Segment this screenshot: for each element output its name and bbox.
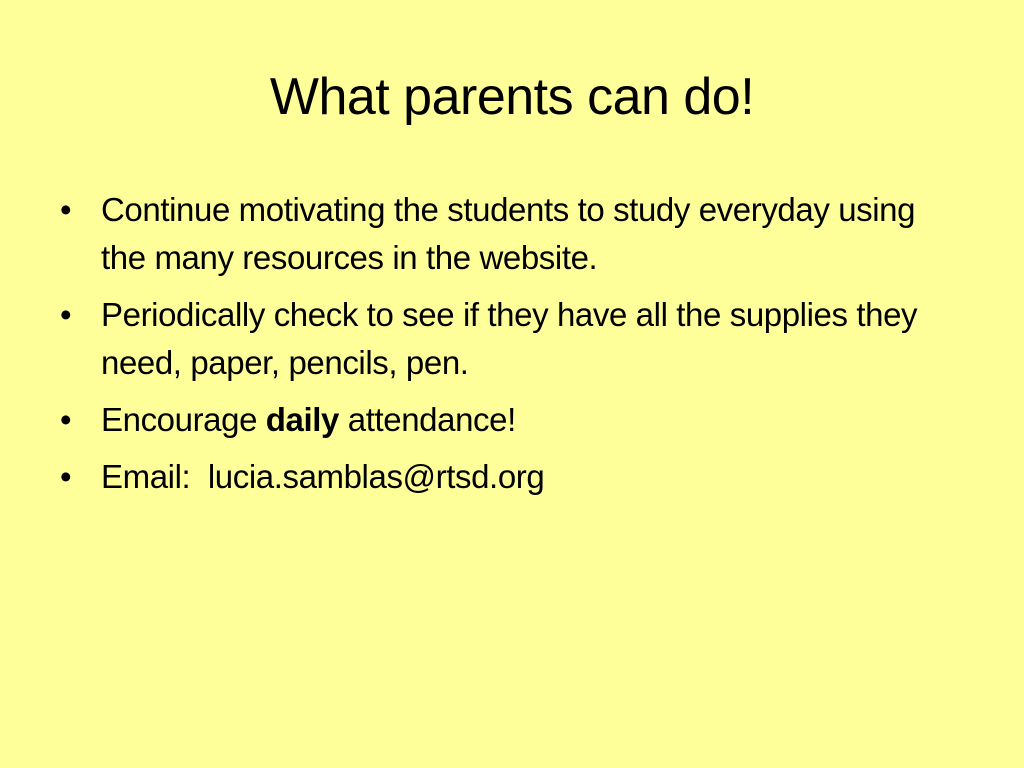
bullet-dot-icon: • — [60, 191, 72, 228]
attendance-prefix: Encourage — [101, 401, 266, 438]
attendance-suffix: attendance! — [339, 401, 516, 438]
bullet-dot-icon: • — [60, 458, 72, 495]
bullet-dot-icon: • — [60, 401, 72, 438]
bullet-item-supplies — [60, 291, 960, 387]
bullet-item-email — [60, 453, 960, 501]
bullet-item-motivating — [60, 186, 960, 282]
email-label: Email: — [101, 458, 208, 495]
bullet-item-attendance — [60, 396, 960, 444]
bullet-list — [60, 186, 960, 510]
bullet-text-supplies: Periodically check to see if they have all the supplies they need, paper, pencils, pen. — [101, 296, 918, 381]
attendance-emphasis: daily — [265, 401, 339, 438]
bullet-text-motivating: Continue motivating the students to study everyday using the many resources in the website. — [101, 191, 916, 276]
bullet-dot-icon: • — [60, 296, 72, 333]
slide-title: What parents can do! — [269, 68, 755, 126]
email-address: lucia.samblas@rtsd.org — [207, 458, 545, 495]
